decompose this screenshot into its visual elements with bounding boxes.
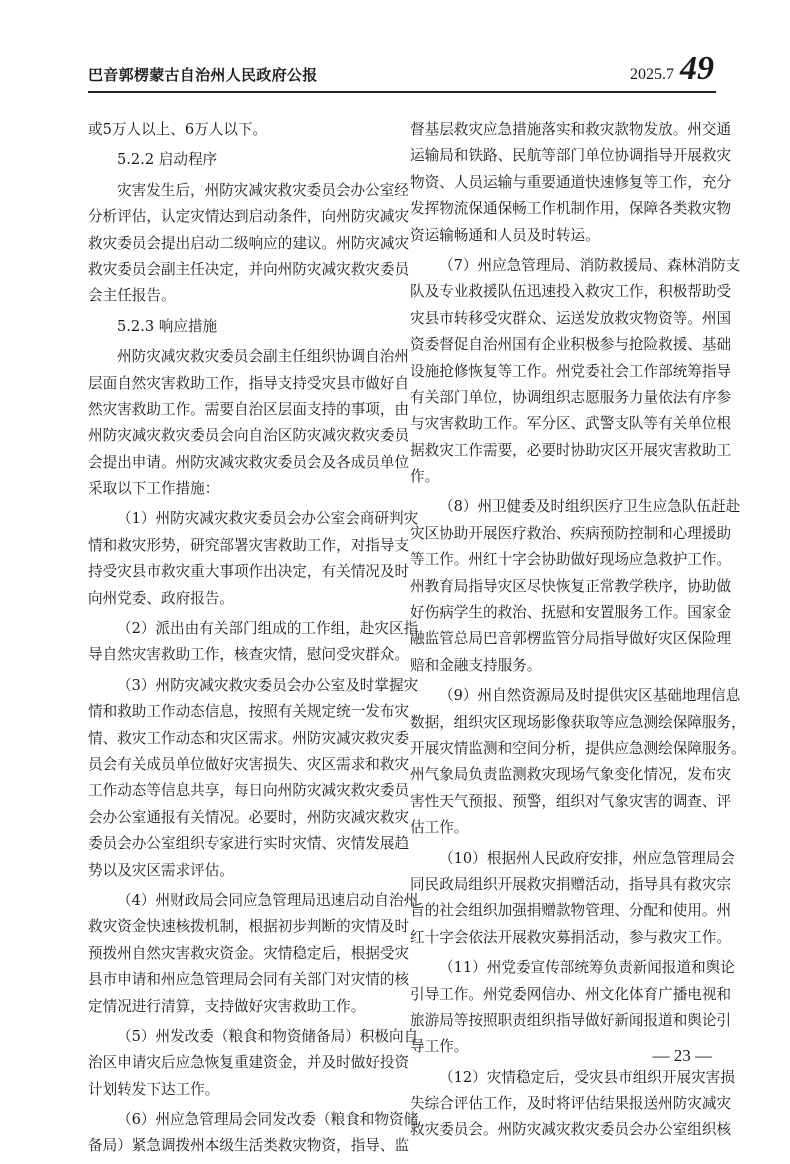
text-line: 员会有关成员单位做好灾害损失、灾区需求和救灾 <box>88 755 410 773</box>
text-line: 州教育局指导灾区尽快恢复正常教学秩序，协助做 <box>410 577 732 595</box>
paragraph <box>410 1065 735 1144</box>
text-line: 分析评估，认定灾情达到启动条件，向州防灾减灾 <box>88 208 410 226</box>
text-line: 采取以下工作措施： <box>88 480 220 498</box>
issue-info <box>630 52 714 86</box>
paragraph <box>88 117 391 143</box>
paragraph <box>88 1107 419 1160</box>
text-line: 害性天气预报、预警，组织对气象灾害的调查、评 <box>410 792 732 810</box>
text-line: 救灾委员会提出启动二级响应的建议。州防灾减灾 <box>88 234 410 252</box>
text-line: 情和救灾形势，研究部署灾害救助工作，对指导支 <box>88 536 410 554</box>
text-line: 据救灾工作需要，必要时协助灾区开展灾害救助工 <box>410 441 732 459</box>
text-line: 开展灾情监测和空间分析，提供应急测绘保障服务。 <box>410 739 746 757</box>
text-line: 情和救助工作动态信息，按照有关规定统一发布灾 <box>88 703 410 721</box>
text-line: 会主任报告。 <box>88 287 176 305</box>
paragraph <box>410 117 732 249</box>
text-line: （1）州防灾减灾救灾委员会办公室会商研判灾 <box>117 510 419 528</box>
text-line: 导自然灾害救助工作，核查灾情，慰问受灾群众。 <box>88 646 410 664</box>
text-line: 预拨州自然灾害救灾资金。灾情稳定后，根据受灾 <box>88 944 410 962</box>
text-line: 有关部门单位，协调组织志愿服务力量依法有序参 <box>410 388 732 406</box>
text-line: 等工作。州红十字会协助做好现场应急救护工作。 <box>410 551 732 569</box>
text-line: 引导工作。州党委网信办、州文化体育广播电视和 <box>410 985 732 1003</box>
paragraph <box>410 494 741 679</box>
text-line: 督基层救灾应急措施落实和救灾款物发放。州交通 <box>410 121 732 138</box>
text-line: 或5万人以上、6万人以下。 <box>88 121 268 138</box>
text-line: 灾区协助开展医疗救治、疾病预防控制和心理援助 <box>410 524 732 542</box>
paragraph <box>88 147 391 173</box>
text-line: （11）州党委宣传部统筹负责新闻报道和舆论 <box>439 959 735 977</box>
text-line: 队及专业救援队伍迅速投入救灾工作，积极帮助受 <box>410 283 732 301</box>
paragraph <box>410 846 735 952</box>
paragraph <box>88 314 391 340</box>
paragraph <box>88 673 419 884</box>
text-line: 运输局和铁路、民航等部门单位协调指导开展救灾 <box>410 147 732 165</box>
issue-date: 2025.7 <box>630 66 674 83</box>
paragraph <box>88 1024 419 1103</box>
text-line: 数据，组织灾区现场影像获取等应急测绘保障服务， <box>410 713 746 731</box>
text-line: 定情况进行清算，支持做好灾害救助工作。 <box>88 997 366 1015</box>
paragraph <box>410 955 735 1061</box>
text-line: （5）州发改委（粮食和物资储备局）积极向自 <box>117 1027 419 1045</box>
text-line: 州气象局负责监测救灾现场气象变化情况，发布灾 <box>410 766 732 784</box>
text-line: 委员会办公室组织专家进行实时灾情、灾情发展趋 <box>88 835 410 853</box>
text-line: （4）州财政局会同应急管理局迅速启动自治州 <box>117 891 419 909</box>
text-line: 向州党委、政府报告。 <box>88 589 234 607</box>
text-line: 资委督促自治州国有企业积极参与抢险救援、基础 <box>410 336 732 354</box>
text-line: 灾害发生后，州防灾减灾救灾委员会办公室经 <box>117 181 409 199</box>
text-line: 同民政局组织开展救灾捐赠活动，指导具有救灾宗 <box>410 875 732 893</box>
text-line: 治区申请灾后应急恢复重建资金，并及时做好投资 <box>88 1054 410 1072</box>
text-line: （6）州应急管理局会同发改委（粮食和物资储 <box>117 1111 419 1129</box>
text-line: 估工作。 <box>410 819 469 837</box>
text-line: 持受灾县市救灾重大事项作出决定，有关情况及时 <box>88 563 410 581</box>
text-line: 资运输畅通和人员及时转运。 <box>410 226 600 244</box>
text-line: 红十字会依法开展救灾募捐活动，参与救灾工作。 <box>410 928 732 946</box>
text-line: 设施抢修恢复等工作。州党委社会工作部统筹指导 <box>410 362 732 380</box>
left-column <box>88 117 419 1164</box>
text-line: 失综合评估工作，及时将评估结果报送州防灾减灾 <box>410 1095 732 1113</box>
text-line: 导工作。 <box>410 1038 469 1056</box>
text-line: 救灾委员会副主任决定，并向州防灾减灾救灾委员 <box>88 260 410 278</box>
text-line: （10）根据州人民政府安排，州应急管理局会 <box>439 849 735 867</box>
issue-number: 49 <box>680 50 714 87</box>
text-line: 救灾委员会。州防灾减灾救灾委员会办公室组织核 <box>410 1121 732 1139</box>
text-line: 发挥物流保通保畅工作机制作用，保障各类救灾物 <box>410 200 732 218</box>
text-line: 然灾害救助工作。需要自治区层面支持的事项，由 <box>88 400 410 418</box>
paragraph <box>88 178 410 310</box>
paragraph <box>88 344 410 502</box>
text-line: 作。 <box>410 468 440 486</box>
paragraph <box>410 683 746 841</box>
text-line: 旨的社会组织加强捐赠款物管理、分配和使用。州 <box>410 902 732 920</box>
text-line: 层面自然灾害救助工作，指导支持受灾县市做好自 <box>88 374 410 392</box>
text-line: 好伤病学生的救治、抚慰和安置服务工作。国家金 <box>410 604 732 622</box>
text-line: 融监管总局巴音郭楞监管分局指导做好灾区保险理 <box>410 630 732 648</box>
text-line: 县市申请和州应急管理局会同有关部门对灾情的核 <box>88 971 410 989</box>
text-line: 会提出申请。州防灾减灾救灾委员会及各成员单位 <box>88 453 410 471</box>
paragraph <box>88 616 419 669</box>
page-number: — 23 — <box>652 1046 712 1065</box>
text-line: 州防灾减灾救灾委员会副主任组织协调自治州 <box>117 348 409 366</box>
text-line: （12）灾情稳定后，受灾县市组织开展灾害损 <box>439 1068 735 1086</box>
text-line: 5.2.3 响应措施 <box>117 317 218 335</box>
publication-title: 巴音郭楞蒙古自治州人民政府公报 <box>88 66 318 84</box>
text-line: 救灾资金快速核拨机制，根据初步判断的灾情及时 <box>88 918 410 936</box>
text-line: 旅游局等按照职责组织指导做好新闻报道和舆论引 <box>410 1011 732 1029</box>
text-line: 与灾害救助工作。军分区、武警支队等有关单位根 <box>410 415 732 433</box>
text-line: 5.2.2 启动程序 <box>117 151 218 169</box>
text-line: 备局）紧急调拨州本级生活类救灾物资，指导、监 <box>88 1137 410 1155</box>
text-line: 会办公室通报有关情况。必要时，州防灾减灾救灾 <box>88 808 410 826</box>
paragraph <box>410 253 741 491</box>
text-line: 情、救灾工作动态和灾区需求。州防灾减灾救灾委 <box>88 729 410 747</box>
text-line: 物资、人员运输与重要通道快速修复等工作，充分 <box>410 173 732 191</box>
text-line: （3）州防灾减灾救灾委员会办公室及时掌握灾 <box>117 676 419 694</box>
right-column <box>410 117 746 1148</box>
text-line: 赔和金融支持服务。 <box>410 656 542 674</box>
paragraph <box>88 506 419 612</box>
text-line: 计划转发下达工作。 <box>88 1080 220 1098</box>
text-line: （9）州自然资源局及时提供灾区基础地理信息 <box>439 687 741 705</box>
paragraph <box>88 888 419 1020</box>
text-line: 工作动态等信息共享，每日向州防灾减灾救灾委员 <box>88 782 410 800</box>
text-line: （7）州应急管理局、消防救援局、森林消防支 <box>439 256 741 274</box>
text-line: （8）州卫健委及时组织医疗卫生应急队伍赶赴 <box>439 498 741 516</box>
text-line: （2）派出由有关部门组成的工作组，赴灾区指 <box>117 620 419 638</box>
text-line: 灾县市转移受灾群众、运送发放救灾物资等。州国 <box>410 309 732 327</box>
text-line: 州防灾减灾救灾委员会向自治区防灾减灾救灾委员 <box>88 427 410 445</box>
header-divider <box>88 91 716 93</box>
text-line: 势以及灾区需求评估。 <box>88 861 234 879</box>
